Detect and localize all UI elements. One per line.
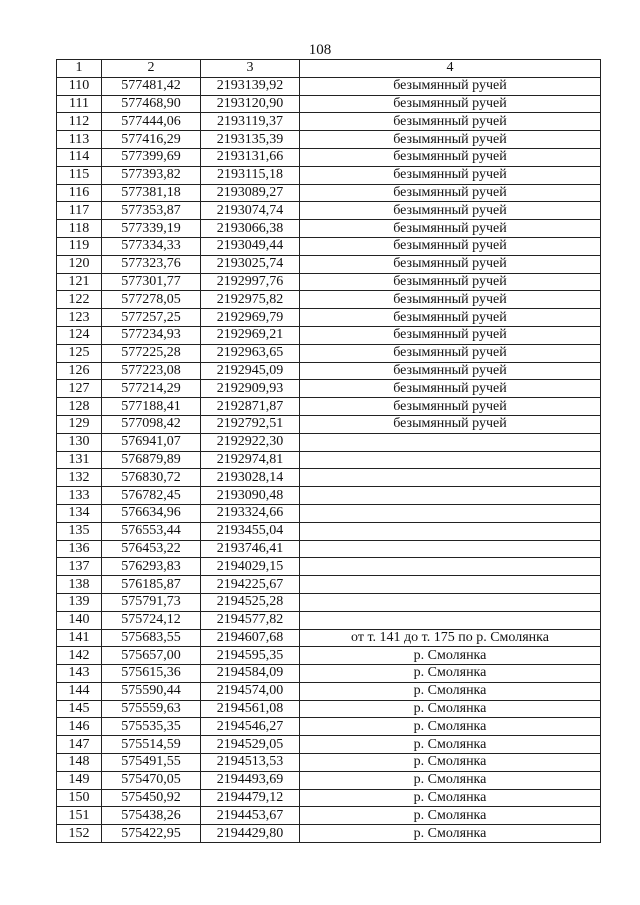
- cell-x-coordinate: 575514,59: [102, 736, 201, 754]
- cell-x-coordinate: 577225,28: [102, 344, 201, 362]
- cell-x-coordinate: 575438,26: [102, 807, 201, 825]
- cell-description: р. Смолянка: [300, 825, 601, 843]
- table-row: [57, 522, 601, 540]
- cell-point-number: 147: [57, 736, 102, 754]
- cell-point-number: 138: [57, 576, 102, 594]
- table-row: [57, 398, 601, 416]
- table-row: [57, 504, 601, 522]
- table-row: [57, 380, 601, 398]
- cell-y-coordinate: 2194493,69: [201, 771, 300, 789]
- table-row: [57, 807, 601, 825]
- column-header-x: 2: [102, 60, 201, 78]
- cell-description: безымянный ручей: [300, 184, 601, 202]
- cell-point-number: 132: [57, 469, 102, 487]
- cell-point-number: 137: [57, 558, 102, 576]
- cell-x-coordinate: 576293,83: [102, 558, 201, 576]
- cell-x-coordinate: 576185,87: [102, 576, 201, 594]
- cell-x-coordinate: 576782,45: [102, 487, 201, 505]
- cell-x-coordinate: 576879,89: [102, 451, 201, 469]
- cell-point-number: 144: [57, 682, 102, 700]
- cell-y-coordinate: 2193139,92: [201, 77, 300, 95]
- cell-point-number: 113: [57, 131, 102, 149]
- header-row: [57, 60, 601, 78]
- cell-description: [300, 611, 601, 629]
- cell-x-coordinate: 575724,12: [102, 611, 201, 629]
- cell-x-coordinate: 575615,36: [102, 665, 201, 683]
- cell-point-number: 123: [57, 309, 102, 327]
- cell-y-coordinate: 2193135,39: [201, 131, 300, 149]
- table-row: [57, 451, 601, 469]
- cell-description: р. Смолянка: [300, 789, 601, 807]
- cell-x-coordinate: 577399,69: [102, 148, 201, 166]
- cell-description: безымянный ручей: [300, 398, 601, 416]
- cell-point-number: 136: [57, 540, 102, 558]
- cell-description: [300, 522, 601, 540]
- cell-x-coordinate: 577393,82: [102, 166, 201, 184]
- cell-point-number: 110: [57, 77, 102, 95]
- table-header: [57, 60, 601, 78]
- cell-x-coordinate: 577444,06: [102, 113, 201, 131]
- cell-point-number: 127: [57, 380, 102, 398]
- cell-x-coordinate: 577323,76: [102, 255, 201, 273]
- table-row: [57, 771, 601, 789]
- table-row: [57, 647, 601, 665]
- cell-point-number: 112: [57, 113, 102, 131]
- cell-description: от т. 141 до т. 175 по р. Смолянка: [300, 629, 601, 647]
- cell-y-coordinate: 2194453,67: [201, 807, 300, 825]
- cell-y-coordinate: 2193324,66: [201, 504, 300, 522]
- cell-point-number: 130: [57, 433, 102, 451]
- cell-point-number: 118: [57, 220, 102, 238]
- cell-x-coordinate: 575683,55: [102, 629, 201, 647]
- cell-x-coordinate: 577301,77: [102, 273, 201, 291]
- cell-point-number: 152: [57, 825, 102, 843]
- table-row: [57, 309, 601, 327]
- cell-y-coordinate: 2192975,82: [201, 291, 300, 309]
- cell-description: безымянный ручей: [300, 255, 601, 273]
- cell-y-coordinate: 2192974,81: [201, 451, 300, 469]
- table-row: [57, 469, 601, 487]
- cell-x-coordinate: 575470,05: [102, 771, 201, 789]
- cell-point-number: 151: [57, 807, 102, 825]
- cell-x-coordinate: 577381,18: [102, 184, 201, 202]
- cell-x-coordinate: 576453,22: [102, 540, 201, 558]
- cell-point-number: 129: [57, 415, 102, 433]
- table-body: [57, 77, 601, 842]
- cell-x-coordinate: 576941,07: [102, 433, 201, 451]
- cell-point-number: 140: [57, 611, 102, 629]
- table-row: [57, 184, 601, 202]
- cell-x-coordinate: 577339,19: [102, 220, 201, 238]
- column-header-y: 3: [201, 60, 300, 78]
- column-header-description: 4: [300, 60, 601, 78]
- cell-y-coordinate: 2192922,30: [201, 433, 300, 451]
- cell-description: безымянный ручей: [300, 344, 601, 362]
- cell-point-number: 128: [57, 398, 102, 416]
- coordinates-table: [56, 59, 601, 843]
- cell-y-coordinate: 2194029,15: [201, 558, 300, 576]
- cell-point-number: 125: [57, 344, 102, 362]
- cell-point-number: 116: [57, 184, 102, 202]
- cell-description: безымянный ручей: [300, 362, 601, 380]
- cell-x-coordinate: 575535,35: [102, 718, 201, 736]
- cell-point-number: 131: [57, 451, 102, 469]
- table-row: [57, 362, 601, 380]
- table-row: [57, 825, 601, 843]
- table-row: [57, 593, 601, 611]
- cell-description: р. Смолянка: [300, 665, 601, 683]
- cell-description: [300, 487, 601, 505]
- page-number: 108: [308, 42, 332, 58]
- cell-description: р. Смолянка: [300, 736, 601, 754]
- cell-y-coordinate: 2193131,66: [201, 148, 300, 166]
- cell-y-coordinate: 2194513,53: [201, 754, 300, 772]
- cell-point-number: 142: [57, 647, 102, 665]
- table-row: [57, 220, 601, 238]
- table-row: [57, 202, 601, 220]
- cell-x-coordinate: 577223,08: [102, 362, 201, 380]
- cell-y-coordinate: 2193089,27: [201, 184, 300, 202]
- cell-x-coordinate: 577278,05: [102, 291, 201, 309]
- cell-description: безымянный ручей: [300, 273, 601, 291]
- cell-description: [300, 558, 601, 576]
- cell-y-coordinate: 2193119,37: [201, 113, 300, 131]
- cell-description: [300, 504, 601, 522]
- cell-point-number: 119: [57, 237, 102, 255]
- table-row: [57, 576, 601, 594]
- table-row: [57, 629, 601, 647]
- cell-point-number: 135: [57, 522, 102, 540]
- table-row: [57, 273, 601, 291]
- cell-y-coordinate: 2192909,93: [201, 380, 300, 398]
- table-row: [57, 754, 601, 772]
- cell-description: безымянный ручей: [300, 166, 601, 184]
- cell-description: [300, 593, 601, 611]
- cell-description: безымянный ручей: [300, 237, 601, 255]
- cell-y-coordinate: 2194577,82: [201, 611, 300, 629]
- table-row: [57, 291, 601, 309]
- cell-point-number: 134: [57, 504, 102, 522]
- table-row: [57, 718, 601, 736]
- cell-y-coordinate: 2193074,74: [201, 202, 300, 220]
- cell-y-coordinate: 2192969,21: [201, 326, 300, 344]
- cell-description: безымянный ручей: [300, 326, 601, 344]
- cell-y-coordinate: 2192969,79: [201, 309, 300, 327]
- cell-description: безымянный ручей: [300, 113, 601, 131]
- cell-x-coordinate: 577234,93: [102, 326, 201, 344]
- cell-point-number: 114: [57, 148, 102, 166]
- column-header-point-number: 1: [57, 60, 102, 78]
- cell-x-coordinate: 576634,96: [102, 504, 201, 522]
- table-row: [57, 700, 601, 718]
- table-row: [57, 166, 601, 184]
- cell-y-coordinate: 2193120,90: [201, 95, 300, 113]
- cell-x-coordinate: 577481,42: [102, 77, 201, 95]
- table-row: [57, 415, 601, 433]
- table-row: [57, 433, 601, 451]
- cell-x-coordinate: 576553,44: [102, 522, 201, 540]
- cell-x-coordinate: 577098,42: [102, 415, 201, 433]
- cell-description: безымянный ручей: [300, 309, 601, 327]
- cell-y-coordinate: 2193115,18: [201, 166, 300, 184]
- cell-point-number: 141: [57, 629, 102, 647]
- cell-y-coordinate: 2192871,87: [201, 398, 300, 416]
- cell-description: безымянный ручей: [300, 77, 601, 95]
- cell-x-coordinate: 577416,29: [102, 131, 201, 149]
- cell-description: [300, 433, 601, 451]
- cell-point-number: 150: [57, 789, 102, 807]
- cell-x-coordinate: 577257,25: [102, 309, 201, 327]
- cell-x-coordinate: 577214,29: [102, 380, 201, 398]
- table-row: [57, 237, 601, 255]
- cell-point-number: 126: [57, 362, 102, 380]
- cell-point-number: 124: [57, 326, 102, 344]
- cell-description: [300, 540, 601, 558]
- cell-y-coordinate: 2194429,80: [201, 825, 300, 843]
- table-row: [57, 344, 601, 362]
- cell-point-number: 111: [57, 95, 102, 113]
- table-row: [57, 682, 601, 700]
- cell-y-coordinate: 2193025,74: [201, 255, 300, 273]
- cell-description: безымянный ручей: [300, 131, 601, 149]
- cell-description: р. Смолянка: [300, 771, 601, 789]
- table-row: [57, 558, 601, 576]
- cell-description: [300, 576, 601, 594]
- cell-y-coordinate: 2194546,27: [201, 718, 300, 736]
- cell-point-number: 146: [57, 718, 102, 736]
- cell-point-number: 143: [57, 665, 102, 683]
- cell-point-number: 149: [57, 771, 102, 789]
- cell-description: безымянный ручей: [300, 202, 601, 220]
- cell-description: р. Смолянка: [300, 700, 601, 718]
- cell-description: р. Смолянка: [300, 754, 601, 772]
- cell-y-coordinate: 2192997,76: [201, 273, 300, 291]
- cell-point-number: 122: [57, 291, 102, 309]
- cell-x-coordinate: 575450,92: [102, 789, 201, 807]
- table-row: [57, 736, 601, 754]
- cell-y-coordinate: 2193049,44: [201, 237, 300, 255]
- table-row: [57, 77, 601, 95]
- cell-point-number: 120: [57, 255, 102, 273]
- cell-y-coordinate: 2194584,09: [201, 665, 300, 683]
- table-row: [57, 665, 601, 683]
- table-row: [57, 326, 601, 344]
- cell-description: безымянный ручей: [300, 220, 601, 238]
- cell-x-coordinate: 575559,63: [102, 700, 201, 718]
- cell-point-number: 121: [57, 273, 102, 291]
- cell-description: р. Смолянка: [300, 718, 601, 736]
- cell-x-coordinate: 577468,90: [102, 95, 201, 113]
- table-row: [57, 148, 601, 166]
- cell-x-coordinate: 577353,87: [102, 202, 201, 220]
- cell-description: [300, 469, 601, 487]
- cell-x-coordinate: 575657,00: [102, 647, 201, 665]
- cell-point-number: 145: [57, 700, 102, 718]
- cell-y-coordinate: 2194574,00: [201, 682, 300, 700]
- cell-description: [300, 451, 601, 469]
- cell-x-coordinate: 575590,44: [102, 682, 201, 700]
- cell-x-coordinate: 576830,72: [102, 469, 201, 487]
- cell-y-coordinate: 2193066,38: [201, 220, 300, 238]
- cell-point-number: 115: [57, 166, 102, 184]
- table-row: [57, 789, 601, 807]
- cell-description: р. Смолянка: [300, 807, 601, 825]
- cell-y-coordinate: 2193090,48: [201, 487, 300, 505]
- cell-x-coordinate: 577188,41: [102, 398, 201, 416]
- cell-description: безымянный ручей: [300, 95, 601, 113]
- cell-y-coordinate: 2193028,14: [201, 469, 300, 487]
- cell-y-coordinate: 2194525,28: [201, 593, 300, 611]
- cell-x-coordinate: 575791,73: [102, 593, 201, 611]
- cell-y-coordinate: 2194595,35: [201, 647, 300, 665]
- cell-point-number: 133: [57, 487, 102, 505]
- table-row: [57, 255, 601, 273]
- table-row: [57, 540, 601, 558]
- cell-y-coordinate: 2193746,41: [201, 540, 300, 558]
- cell-description: безымянный ручей: [300, 380, 601, 398]
- cell-y-coordinate: 2194529,05: [201, 736, 300, 754]
- cell-x-coordinate: 577334,33: [102, 237, 201, 255]
- cell-description: безымянный ручей: [300, 415, 601, 433]
- table-row: [57, 611, 601, 629]
- cell-description: р. Смолянка: [300, 647, 601, 665]
- cell-x-coordinate: 575491,55: [102, 754, 201, 772]
- cell-description: безымянный ручей: [300, 148, 601, 166]
- table-row: [57, 131, 601, 149]
- cell-y-coordinate: 2194479,12: [201, 789, 300, 807]
- cell-y-coordinate: 2194607,68: [201, 629, 300, 647]
- cell-description: безымянный ручей: [300, 291, 601, 309]
- cell-point-number: 117: [57, 202, 102, 220]
- cell-point-number: 139: [57, 593, 102, 611]
- cell-y-coordinate: 2194225,67: [201, 576, 300, 594]
- cell-y-coordinate: 2192963,65: [201, 344, 300, 362]
- table-row: [57, 95, 601, 113]
- cell-y-coordinate: 2192792,51: [201, 415, 300, 433]
- cell-y-coordinate: 2192945,09: [201, 362, 300, 380]
- cell-description: р. Смолянка: [300, 682, 601, 700]
- cell-x-coordinate: 575422,95: [102, 825, 201, 843]
- cell-y-coordinate: 2193455,04: [201, 522, 300, 540]
- table-row: [57, 113, 601, 131]
- cell-y-coordinate: 2194561,08: [201, 700, 300, 718]
- cell-point-number: 148: [57, 754, 102, 772]
- table-row: [57, 487, 601, 505]
